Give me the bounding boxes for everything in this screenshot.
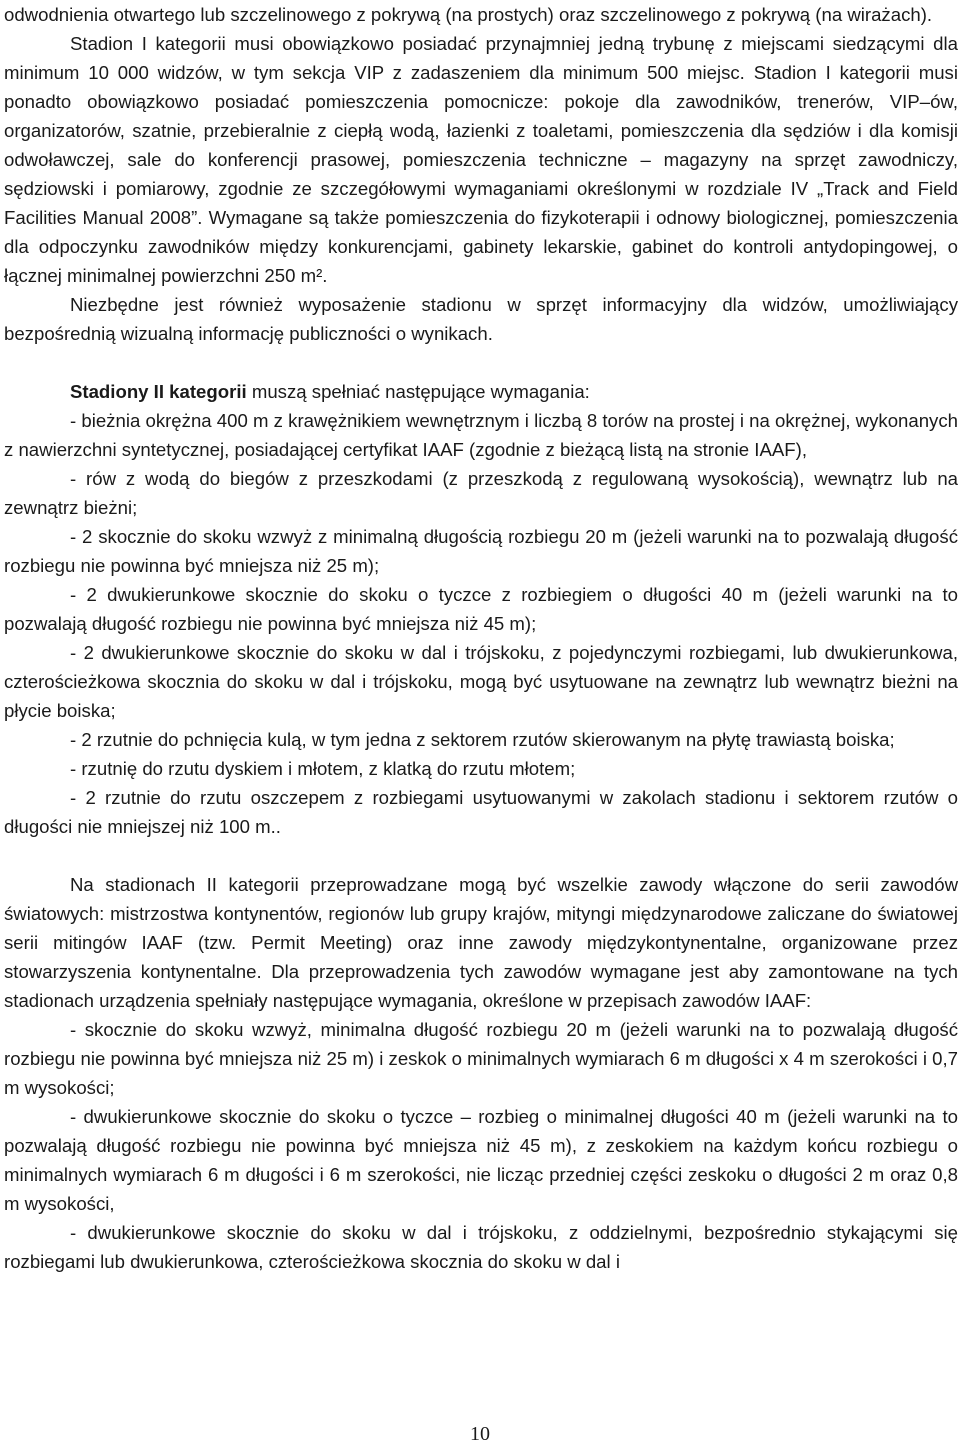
paragraph-information-equipment: Niezbędne jest również wyposażenie stadionu w sprzęt informacyjny dla widzów, umożliwiający bezpośrednią wizualną informację publiczności o wynikach. — [4, 294, 958, 344]
paragraph-drainage: odwodnienia otwartego lub szczelinowego z pokrywą (na prostych) oraz szczelinowego z pokrywą (na wirażach). — [4, 4, 933, 25]
list-item-high-jump: - 2 skocznie do skoku wzwyż z minimalną długością rozbiegu 20 m (jeżeli warunki na to pozwalają długość rozbiegu nie powinna być mniejsza niż 25 m); — [4, 526, 958, 576]
list-item-steeplechase: - rów z wodą do biegów z przeszkodami (z przeszkodą z regulowaną wysokością), wewnątrz lub na zewnątrz bieżni; — [4, 468, 958, 518]
list-item-track: - bieżnia okrężna 400 m z krawężnikiem wewnętrznym i liczbą 8 torów na prostej i na okrężnej, wykonanych z nawierzchni syntetycznej, posiadającej certyfikat IAAF (zgodnie z bieżącą listą na stronie IAAF), — [4, 410, 958, 460]
list-item-discus-hammer: - rzutnię do rzutu dyskiem i młotem, z klatką do rzutu młotem; — [70, 758, 576, 779]
spacer — [4, 841, 958, 870]
list-item-javelin: - 2 rzutnie do rzutu oszczepem z rozbiegami usytuowanymi w zakolach stadionu i sektorem rzutów o długości nie mniejszej niż 100 m.. — [4, 787, 958, 837]
list-item-high-jump-events: - skocznie do skoku wzwyż, minimalna długość rozbiegu 20 m (jeżeli warunki na to pozwalają długość rozbiegu nie powinna być mniejsza niż 25 m) i zeskok o minimalnych wymiarach 6 m długości x 4 m szerokości i 0,7 m wysokości; — [4, 1019, 958, 1098]
list-item-pole-vault: - 2 dwukierunkowe skocznie do skoku o tyczce z rozbiegiem o długości 40 m (jeżeli warunki na to pozwalają długość rozbiegu nie powinna być mniejsza niż 45 m); — [4, 584, 958, 634]
paragraph-category-2-events: Na stadionach II kategorii przeprowadzane mogą być wszelkie zawody włączone do serii zawodów światowych: mistrzostwa kontynentów, regionów lub grupy krajów, mityngi międzynarodowe zaliczane do światowej serii mitingów IAAF (tzw. Permit Meeting) oraz inne zawody międzykontynentalne, organizowane przez stowarzyszenia kontynentalne. Dla przeprowadzenia tych zawodów wymagane jest aby zamontowane na tych stadionach urządzenia spełniały następujące wymagania, określone w przepisach zawodów IAAF: — [4, 874, 958, 1011]
list-item-pole-vault-events: - dwukierunkowe skocznie do skoku o tyczce – rozbieg o minimalnej długości 40 m (jeżeli warunki na to pozwalają długość rozbiegu nie powinna być mniejsza niż 45 m), z zeskokiem na każdym końcu rozbiegu o minimalnych wymiarach 6 m długości i 6 m szerokości, nie licząc przedniej części zeskoku o długości 2 m oraz 0,8 m wysokości, — [4, 1106, 958, 1214]
list-item-long-jump: - 2 dwukierunkowe skocznie do skoku w dal i trójskoku, z pojedynczymi rozbiegami, lub dwukierunkowa, czterościeżkowa skocznia do skoku w dal i trójskoku, mogą być usytuowane na zewnątrz lub wewnątrz bieżni na płycie boiska; — [4, 642, 958, 721]
document-page — [4, 0, 958, 1276]
list-item-shot-put: - 2 rzutnie do pchnięcia kulą, w tym jedna z sektorem rzutów skierowanym na płytę trawiastą boiska; — [70, 729, 895, 750]
spacer — [4, 348, 958, 377]
paragraph-category-1-requirements: Stadion I kategorii musi obowiązkowo posiadać przynajmniej jedną trybunę z miejscami siedzącymi dla minimum 10 000 widzów, w tym sekcja VIP z zadaszeniem dla minimum 500 miejsc. Stadion I kategorii musi ponadto obowiązkowo posiadać pomieszczenia pomocnicze: pokoje dla zawodników, trenerów, VIP–ów, organizatorów, szatnie, przebieralnie z ciepłą wodą, łazienki z toaletami, pomieszczenia dla sędziów i dla komisji odwoławczej, sale do konferencji prasowej, pomieszczenia techniczne – magazyny na sprzęt zawodniczy, sędziowski i pomiarowy, zgodnie ze szczegółowymi wymaganiami określonymi w rozdziale IV „Track and Field Facilities Manual 2008”. Wymagane są także pomieszczenia do fizykoterapii i odnowy biologicznej, pomieszczenia dla odpoczynku zawodników między konkurencjami, gabinety lekarskie, gabinet do kontroli antydopingowej, o łącznej minimalnej powierzchni 250 m². — [4, 33, 958, 286]
category-2-bold-label: Stadiony II kategorii — [70, 381, 247, 402]
category-2-heading-rest: muszą spełniać następujące wymagania: — [246, 381, 590, 402]
paragraph-category-2-heading — [4, 377, 958, 406]
page-number: 10 — [470, 1423, 490, 1445]
list-item-long-jump-events: - dwukierunkowe skocznie do skoku w dal i trójskoku, z oddzielnymi, bezpośrednio stykającymi się rozbiegami lub dwukierunkowa, czterościeżkowa skocznia do skoku w dal i — [4, 1222, 958, 1272]
